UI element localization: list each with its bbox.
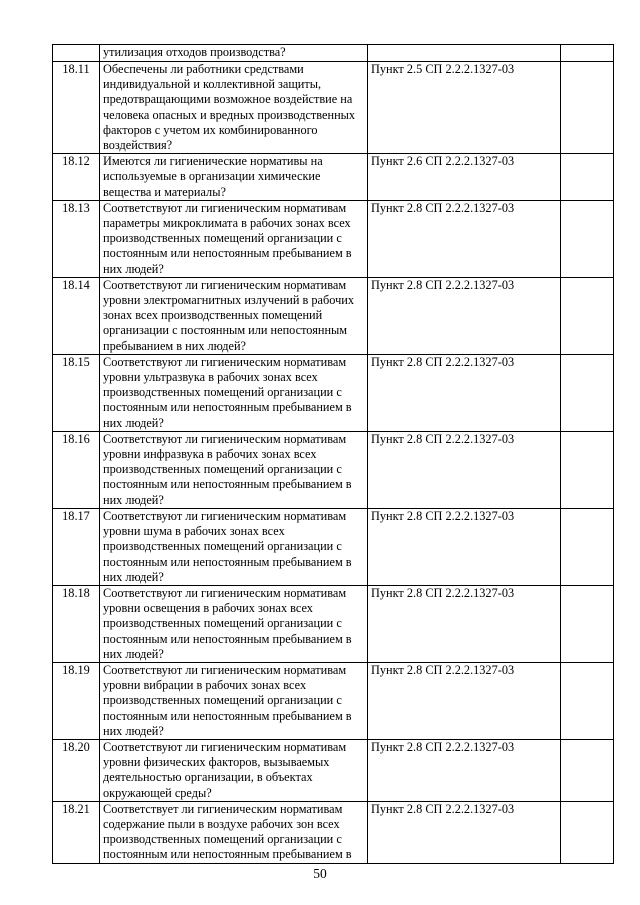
- table-row: [53, 277, 614, 354]
- regulation-reference: Пункт 2.8 СП 2.2.2.1327-03: [368, 277, 561, 354]
- answer-cell: [561, 801, 614, 863]
- item-number: 18.16: [53, 431, 100, 508]
- regulation-reference: Пункт 2.8 СП 2.2.2.1327-03: [368, 739, 561, 801]
- page-number: 50: [313, 866, 327, 881]
- answer-cell: [561, 662, 614, 739]
- answer-cell: [561, 431, 614, 508]
- table-row: [53, 508, 614, 585]
- item-number: 18.15: [53, 354, 100, 431]
- regulation-reference: Пункт 2.8 СП 2.2.2.1327-03: [368, 431, 561, 508]
- answer-cell: [561, 508, 614, 585]
- item-number: 18.17: [53, 508, 100, 585]
- table-row: [53, 662, 614, 739]
- answer-cell: [561, 585, 614, 662]
- regulation-reference: Пункт 2.8 СП 2.2.2.1327-03: [368, 801, 561, 863]
- table-row: [53, 200, 614, 277]
- regulation-reference: Пункт 2.6 СП 2.2.2.1327-03: [368, 154, 561, 201]
- question-text: Обеспечены ли работники средствами индивидуальной и коллективной защиты, предотвращающими возможное воздействие на человека опасных и вредных производственных факторов с учетом их комбинированного воздействия?: [100, 62, 368, 154]
- item-number: 18.20: [53, 739, 100, 801]
- item-number: 18.13: [53, 200, 100, 277]
- answer-cell: [561, 154, 614, 201]
- table-row: [53, 431, 614, 508]
- answer-cell: [561, 62, 614, 154]
- item-number: [53, 45, 100, 62]
- question-text: Соответствуют ли гигиеническим нормативам уровни инфразвука в рабочих зонах всех производственных помещений организации с постоянным или непостоянным пребыванием в них людей?: [100, 431, 368, 508]
- answer-cell: [561, 354, 614, 431]
- regulation-reference: Пункт 2.8 СП 2.2.2.1327-03: [368, 662, 561, 739]
- answer-cell: [561, 739, 614, 801]
- question-text: утилизация отходов производства?: [100, 45, 368, 62]
- checklist-table: [52, 44, 614, 864]
- question-text: Соответствует ли гигиеническим нормативам содержание пыли в воздухе рабочих зон всех производственных помещений организации с постоянным или непостоянным пребыванием в: [100, 801, 368, 863]
- regulation-reference: Пункт 2.5 СП 2.2.2.1327-03: [368, 62, 561, 154]
- item-number: 18.14: [53, 277, 100, 354]
- regulation-reference: Пункт 2.8 СП 2.2.2.1327-03: [368, 508, 561, 585]
- answer-cell: [561, 277, 614, 354]
- question-text: Соответствуют ли гигиеническим нормативам уровни физических факторов, вызываемых деятельностью организации, в объектах окружающей среды?: [100, 739, 368, 801]
- regulation-reference: Пункт 2.8 СП 2.2.2.1327-03: [368, 354, 561, 431]
- answer-cell: [561, 45, 614, 62]
- item-number: 18.11: [53, 62, 100, 154]
- item-number: 18.12: [53, 154, 100, 201]
- item-number: 18.18: [53, 585, 100, 662]
- regulation-reference: [368, 45, 561, 62]
- question-text: Соответствуют ли гигиеническим нормативам уровни электромагнитных излучений в рабочих зонах всех производственных помещений организации с постоянным или непостоянным пребыванием в них людей?: [100, 277, 368, 354]
- table-row: [53, 801, 614, 863]
- question-text: Соответствуют ли гигиеническим нормативам уровни шума в рабочих зонах всех производственных помещений организации с постоянным или непостоянным пребыванием в них людей?: [100, 508, 368, 585]
- table-row: [53, 45, 614, 62]
- table-row: [53, 62, 614, 154]
- table-row: [53, 354, 614, 431]
- table-row: [53, 154, 614, 201]
- question-text: Соответствуют ли гигиеническим нормативам параметры микроклимата в рабочих зонах всех производственных помещений организации с постоянным или непостоянным пребыванием в них людей?: [100, 200, 368, 277]
- question-text: Соответствуют ли гигиеническим нормативам уровни ультразвука в рабочих зонах всех производственных помещений организации с постоянным или непостоянным пребыванием в них людей?: [100, 354, 368, 431]
- question-text: Соответствуют ли гигиеническим нормативам уровни вибрации в рабочих зонах всех производственных помещений организации с постоянным или непостоянным пребыванием в них людей?: [100, 662, 368, 739]
- regulation-reference: Пункт 2.8 СП 2.2.2.1327-03: [368, 585, 561, 662]
- table-row: [53, 739, 614, 801]
- regulation-reference: Пункт 2.8 СП 2.2.2.1327-03: [368, 200, 561, 277]
- question-text: Соответствуют ли гигиеническим нормативам уровни освещения в рабочих зонах всех производственных помещений организации с постоянным или непостоянным пребыванием в них людей?: [100, 585, 368, 662]
- item-number: 18.19: [53, 662, 100, 739]
- item-number: 18.21: [53, 801, 100, 863]
- answer-cell: [561, 200, 614, 277]
- question-text: Имеются ли гигиенические нормативы на используемые в организации химические вещества и материалы?: [100, 154, 368, 201]
- table-row: [53, 585, 614, 662]
